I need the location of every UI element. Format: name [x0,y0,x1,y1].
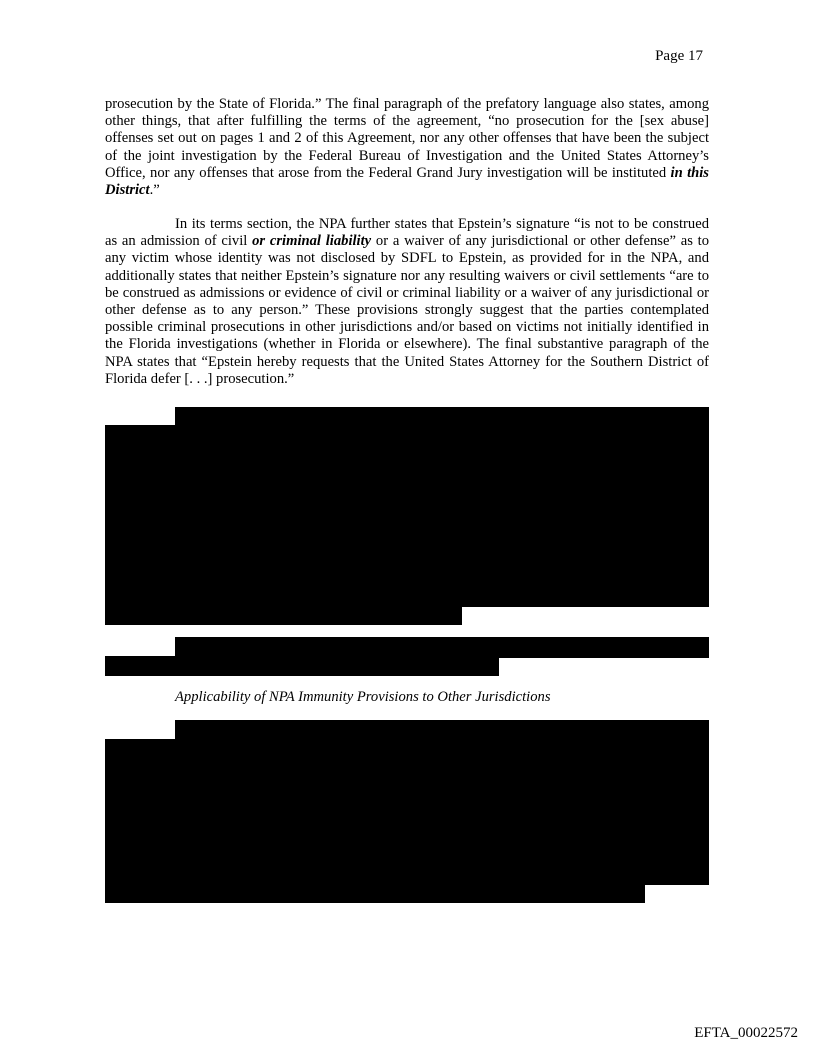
body-paragraph-2 [105,216,709,388]
redaction-block [105,883,645,903]
redaction-block [175,720,709,741]
paragraph-1-emphasis: in this District [105,164,709,199]
redaction-block [175,407,709,427]
redaction-block [105,739,709,885]
paragraph-2-text: In its terms section, the NPA further states that Epstein’s signature “is not to be construed as an admission of civil [105,216,709,250]
paragraph-1-text: prosecution by the State of Florida.” The final paragraph of the prefatory language also states, among other things, that after fulfilling the terms of the agreement, “no prosecution for the [sex abuse] offenses set out on pages 1 and 2 of this Agreement, nor any other offenses that have been the subject of the joint investigation by the Federal Bureau of Investigation and the United States Attorney’s Office, nor any offenses that arose from the Federal Grand Jury investigation will be instituted [105,96,709,181]
page-number: Page 17 [655,48,703,64]
paragraph-2-emphasis: or criminal liability [252,233,372,250]
section-heading: Applicability of NPA Immunity Provisions to Other Jurisdictions [175,689,551,705]
redaction-block [175,637,709,658]
redaction-block [105,605,462,625]
body-paragraph-1 [105,96,709,199]
redaction-block [105,425,709,607]
document-id: EFTA_00022572 [694,1025,798,1041]
paragraph-2-text-end: or a waiver of any jurisdictional or other defense” as to any victim whose identity was not disclosed by SDFL to Epstein, as provided for in the NPA, and additionally states that neither Epstein’s signature nor any resulting waivers or civil settlements “are to be construed as admissions or evidence of civil or criminal liability or a waiver of any jurisdictional or other defense as to any person.” These provisions strongly suggest that the parties contemplated possible criminal prosecutions in other jurisdictions and/or based on victims not initially identified in the Florida investigations (whether in Florida or elsewhere). The final substantive paragraph of the NPA states that “Epstein hereby requests that the United States Attorney for the Southern District of Florida defer [. . .] prosecution.” [105,233,710,387]
redaction-block [105,656,499,676]
paragraph-1-text-end: .” [149,182,160,199]
